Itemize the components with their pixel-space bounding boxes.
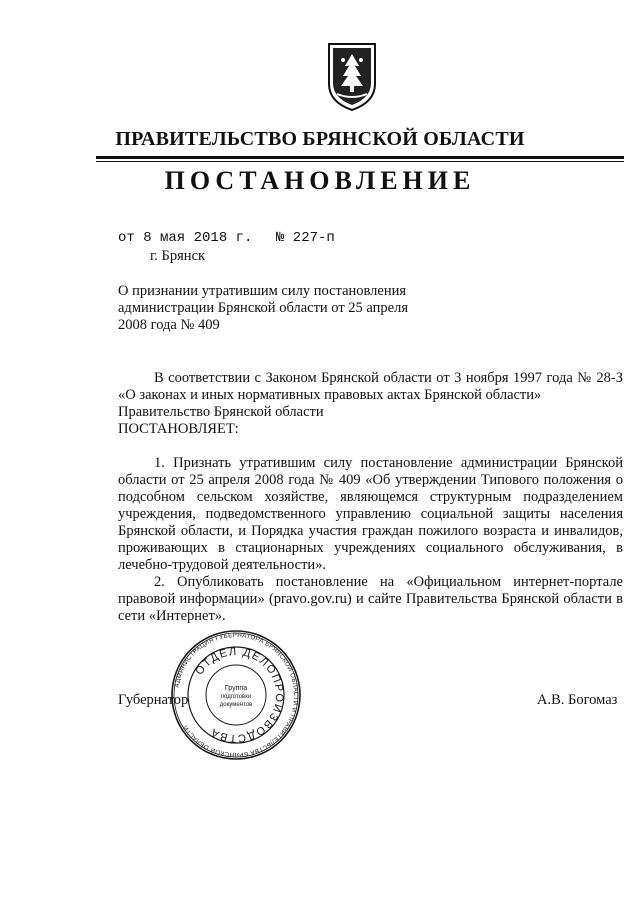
document-type: ПОСТАНОВЛЕНИЕ: [164, 166, 476, 195]
preamble-issuer: Правительство Брянской области: [118, 404, 324, 420]
stamp-center-line-3: документов: [219, 702, 253, 708]
document-city: г. Брянск: [150, 248, 206, 264]
decree-item-2: 2. Опубликовать постановление на «Официальном интернет-портале правовой информации» (pravo.gov.ru) и сайте Правительства Брянской области в сети «Интернет».: [118, 574, 623, 624]
stamp-middle-ring-text: ОТДЕЛ ДЕЛОПРОИЗВОДСТВА: [193, 645, 286, 745]
signature-name: А.В. Богомаз: [537, 692, 618, 708]
signature-title: Губернатор: [118, 692, 189, 708]
document-subject: О признании утратившим силу постановления администрации Брянской области от 25 апреля 2008 года № 409: [118, 283, 409, 333]
document-number: № 227-п: [276, 230, 335, 246]
stamp-outer-ring-text: АДМИНИСТРАЦИЯ ГУБЕРНАТОРА БРЯНСКОЙ ОБЛАСТИ И ПРАВИТЕЛЬСТВА БРЯНСКОЙ ОБЛАСТИ: [173, 631, 300, 759]
org-title: ПРАВИТЕЛЬСТВО БРЯНСКОЙ ОБЛАСТИ: [115, 128, 525, 150]
decree-item-1: 1. Признать утратившим силу постановление администрации Брянской области от 25 апреля 2008 года № 409 «Об утверждении Типового положения о подсобном сельском хозяйстве, являющемся структурным подразделением учреждения, подведомственного управлению социальной защиты населения Брянской области, и Порядка участия граждан пожилого возраста и инвалидов, проживающих в стационарных учреждениях социального обслуживания, в лечебно-трудовой деятельности».: [118, 455, 623, 573]
header-divider-thick: [96, 156, 624, 159]
header-divider-thin: [96, 161, 624, 162]
decree-word: ПОСТАНОВЛЯЕТ:: [118, 421, 239, 437]
document-date: от 8 мая 2018 г.: [118, 230, 253, 246]
preamble-paragraph: В соответствии с Законом Брянской области от 3 ноября 1997 года № 28-З «О законах и иных нормативных правовых актах Брянской области»: [118, 370, 623, 403]
stamp-center-line-1: Группа: [224, 685, 248, 692]
bryansk-coat-of-arms-icon: [323, 40, 381, 112]
stamp-center-line-2: подготовки: [220, 694, 252, 700]
official-stamp: [168, 630, 304, 760]
